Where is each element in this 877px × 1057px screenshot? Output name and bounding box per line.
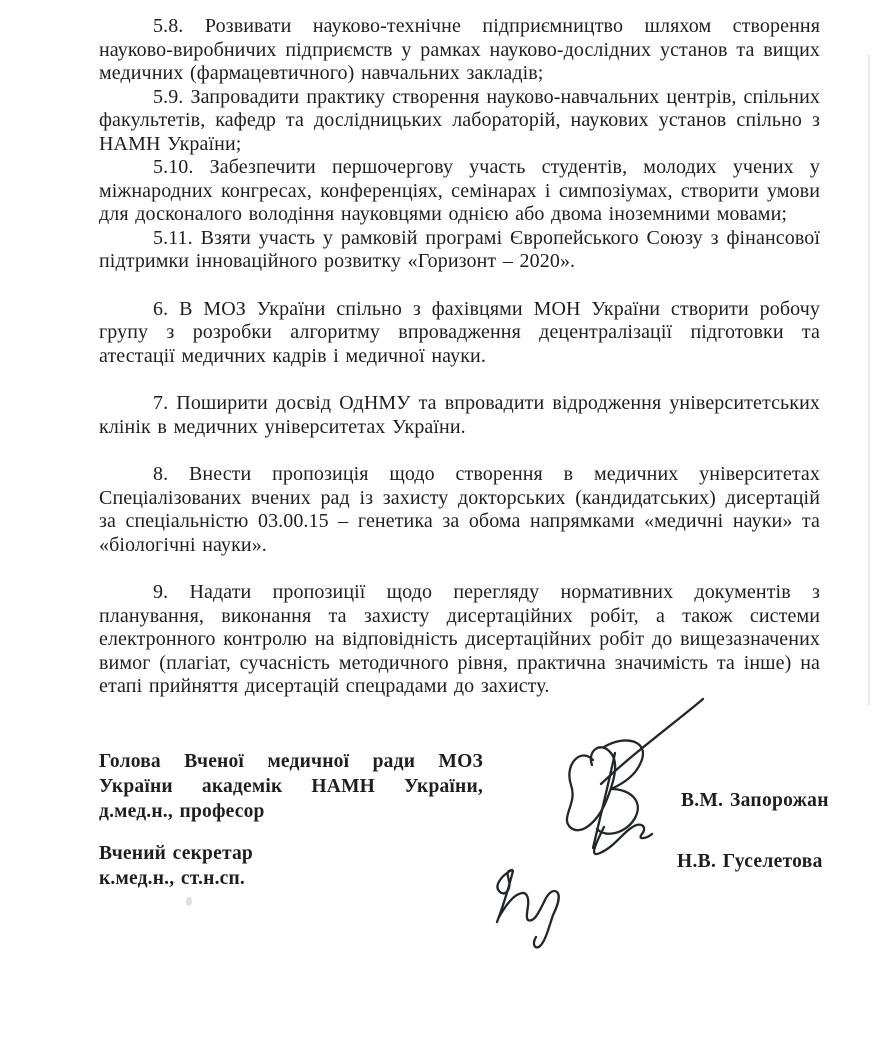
signatory-title-line: Вчений секретар bbox=[99, 842, 253, 864]
paragraph-5-10: 5.10. Забезпечити першочергову участь студентів, молодих учених у міжнародних конгресах, конференціях, семінарах і симпозіумах, створити умови для досконалого володіння науковцями однією або двома іноземними мовами; bbox=[99, 156, 820, 225]
paragraph-5-9: 5.9. Запровадити практику створення науково-навчальних центрів, спільних факультетів, кафедр та дослідницьких лабораторій, наукових установ спільно з НАМН України; bbox=[99, 85, 820, 155]
signatory-title-line: к.мед.н., ст.н.сп. bbox=[99, 867, 246, 889]
signatory-title-line: України академік НАМН України, bbox=[99, 775, 483, 797]
paragraph-5-11: 5.11. Взяти участь у рамковій програмі Європейського Союзу з фінансової підтримки інноваційного розвитку «Горизонт – 2020». bbox=[99, 226, 820, 272]
paragraph-9: 9. Надати пропозиції щодо перегляду нормативних документів з планування, виконання та захисту дисертаційних робіт, а також системи електронного контролю на відповідність дисертаційних робіт до вищезазначених вимог (плагіат, сучасність методичного рівня, практична значимість та інше) на етапі прийняття дисертацій спецрадами до захисту. bbox=[99, 581, 820, 697]
document-body bbox=[99, 15, 829, 989]
paragraph-6: 6. В МОЗ України спільно з фахівцями МОН України створити робочу групу з розробки алгоритму впровадження децентралізації підготовки та атестації медичних кадрів і медичної науки. bbox=[99, 297, 820, 367]
signatory-title-secretary bbox=[99, 841, 483, 891]
paragraph-5-8: 5.8. Розвивати науково-технічне підприємництво шляхом створення науково-виробничих підприємств у рамках науково-дослідних установ та вищих медичних (фармацевтичного) навчальних закладів; bbox=[99, 15, 820, 84]
paragraph-7: 7. Поширити досвід ОдНМУ та впровадити відродження університетських клінік в медичних університетах України. bbox=[99, 392, 820, 438]
signatory-name-huseletova: Н.В. Гуселетова bbox=[677, 850, 823, 872]
signatory-title-line: Голова Вченої медичної ради МОЗ bbox=[99, 750, 483, 772]
signatory-title-line: д.мед.н., професор bbox=[99, 800, 265, 822]
scan-artifact-edge-line bbox=[868, 55, 870, 705]
paragraph-8: 8. Внести пропозиція щодо створення в медичних університетах Спеціалізованих вчених рад із захисту докторських (кандидатських) дисертацій за спеціальністю 03.00.15 – генетика за обома напрямками «медичні науки» та «біологічні науки». bbox=[99, 463, 820, 556]
signatory-name-zaporozhan: В.М. Запорожан bbox=[681, 789, 829, 811]
signatory-title-chairman bbox=[99, 749, 483, 824]
signature-block bbox=[99, 749, 829, 989]
